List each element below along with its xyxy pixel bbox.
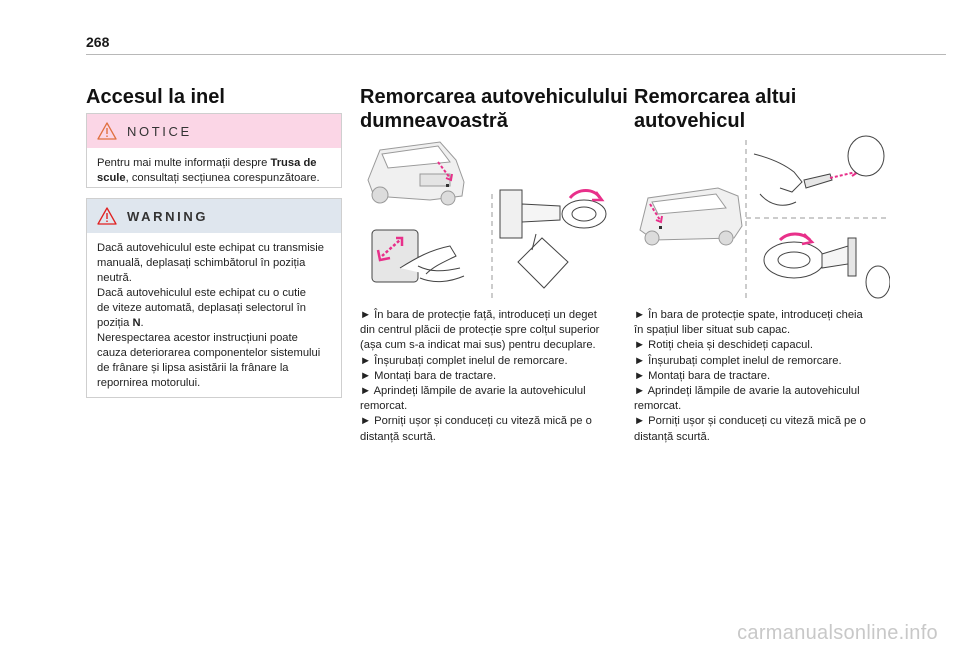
warning-line: de viteze automată, deplasați selectorul în (97, 302, 306, 314)
notice-text (87, 148, 341, 194)
instruction-line: din centrul plăcii de protecție spre colțul superior (360, 324, 600, 337)
instruction-line: distanță scurtă. (360, 430, 436, 443)
warning-box (86, 198, 342, 398)
page-number: 268 (86, 34, 110, 50)
rear-towing-illustration (634, 134, 890, 304)
warning-line: Dacă autovehiculul este echipat cu transmisie (97, 242, 324, 254)
notice-text-bold: scule (97, 172, 126, 184)
instruction-line: în spațiul liber situat sub capac. (634, 324, 791, 337)
instruction-line: ► Montați bara de tractare. (360, 369, 497, 382)
tow-ring-icon (500, 190, 606, 238)
title-line: autovehicul (634, 110, 746, 132)
warning-text-part: . (140, 317, 144, 329)
instruction-line: remorcat. (634, 400, 682, 413)
instruction-line: ► Aprindeți lămpile de avarie la autovehiculul (634, 385, 860, 398)
tow-ring-rear-icon (764, 238, 890, 298)
warning-line (97, 316, 331, 331)
title-line: Remorcarea altui (634, 86, 797, 108)
section-title-towing-other (634, 85, 796, 133)
rear-cap-icon (848, 136, 884, 176)
notice-text-part: , consultați secțiunea corespunzătoare. (125, 172, 320, 184)
front-towing-instructions (360, 308, 599, 445)
warning-line: neutră. (97, 272, 132, 284)
van-rear-icon (640, 188, 742, 245)
cover-plate-icon (518, 234, 568, 288)
instruction-line: ► În bara de protecție spate, introduceți cheia (634, 309, 863, 321)
instruction-line: ► Montați bara de tractare. (634, 369, 771, 382)
warning-label: WARNING (127, 208, 209, 224)
watermark: carmanualsonline.info (737, 622, 938, 644)
section-title-towing-own (360, 85, 628, 133)
instruction-line: ► Porniți ușor și conduceți cu viteză mică pe o (360, 415, 592, 428)
notice-box (86, 113, 342, 188)
instruction-line: ► Înșurubați complet inelul de remorcare. (634, 354, 842, 367)
warning-line: Nerespectarea acestor instrucțiuni poate (97, 332, 298, 344)
warning-triangle-icon (97, 207, 117, 225)
notice-triangle-icon (97, 122, 117, 140)
hand-key-icon (754, 154, 832, 205)
warning-text-bold: N (132, 317, 141, 329)
warning-text-part: poziția (97, 317, 133, 329)
notice-header (87, 114, 341, 148)
warning-header (87, 199, 341, 233)
van-front-icon (368, 142, 464, 205)
instruction-line: ► În bara de protecție față, introduceți un deget (360, 309, 597, 321)
header-rule (86, 54, 946, 55)
warning-text (87, 233, 341, 399)
warning-line: repornirea motorului. (97, 377, 201, 389)
instruction-line: remorcat. (360, 400, 408, 413)
instruction-line: ► Înșurubați complet inelul de remorcare. (360, 354, 568, 367)
title-line: Remorcarea autovehiculului (360, 86, 628, 108)
warning-line: de frânare și lipsa asistării la frânare la (97, 362, 289, 374)
rear-towing-instructions (634, 308, 866, 445)
notice-text-bold: Trusa de (270, 157, 317, 169)
section-title-access-ring: Accesul la inel (86, 86, 225, 108)
instruction-line: ► Porniți ușor și conduceți cu viteză mică pe o (634, 415, 866, 428)
warning-line: cauza deteriorarea componentelor sistemului (97, 347, 321, 359)
instruction-line: ► Rotiți cheia și deschideți capacul. (634, 339, 813, 352)
warning-line: Dacă autovehiculul este echipat cu o cutie (97, 287, 306, 299)
warning-line: manuală, deplasați schimbătorul în poziția (97, 257, 306, 269)
front-towing-illustration (360, 138, 618, 300)
instruction-line: distanță scurtă. (634, 430, 710, 443)
title-line: dumneavoastră (360, 110, 508, 132)
notice-text-part: Pentru mai multe informații despre (97, 157, 271, 169)
instruction-line: (așa cum s-a indicat mai sus) pentru decuplare. (360, 339, 596, 352)
notice-label: NOTICE (127, 123, 192, 139)
instruction-line: ► Aprindeți lămpile de avarie la autovehiculul (360, 385, 586, 398)
hand-cover-icon (372, 230, 464, 282)
